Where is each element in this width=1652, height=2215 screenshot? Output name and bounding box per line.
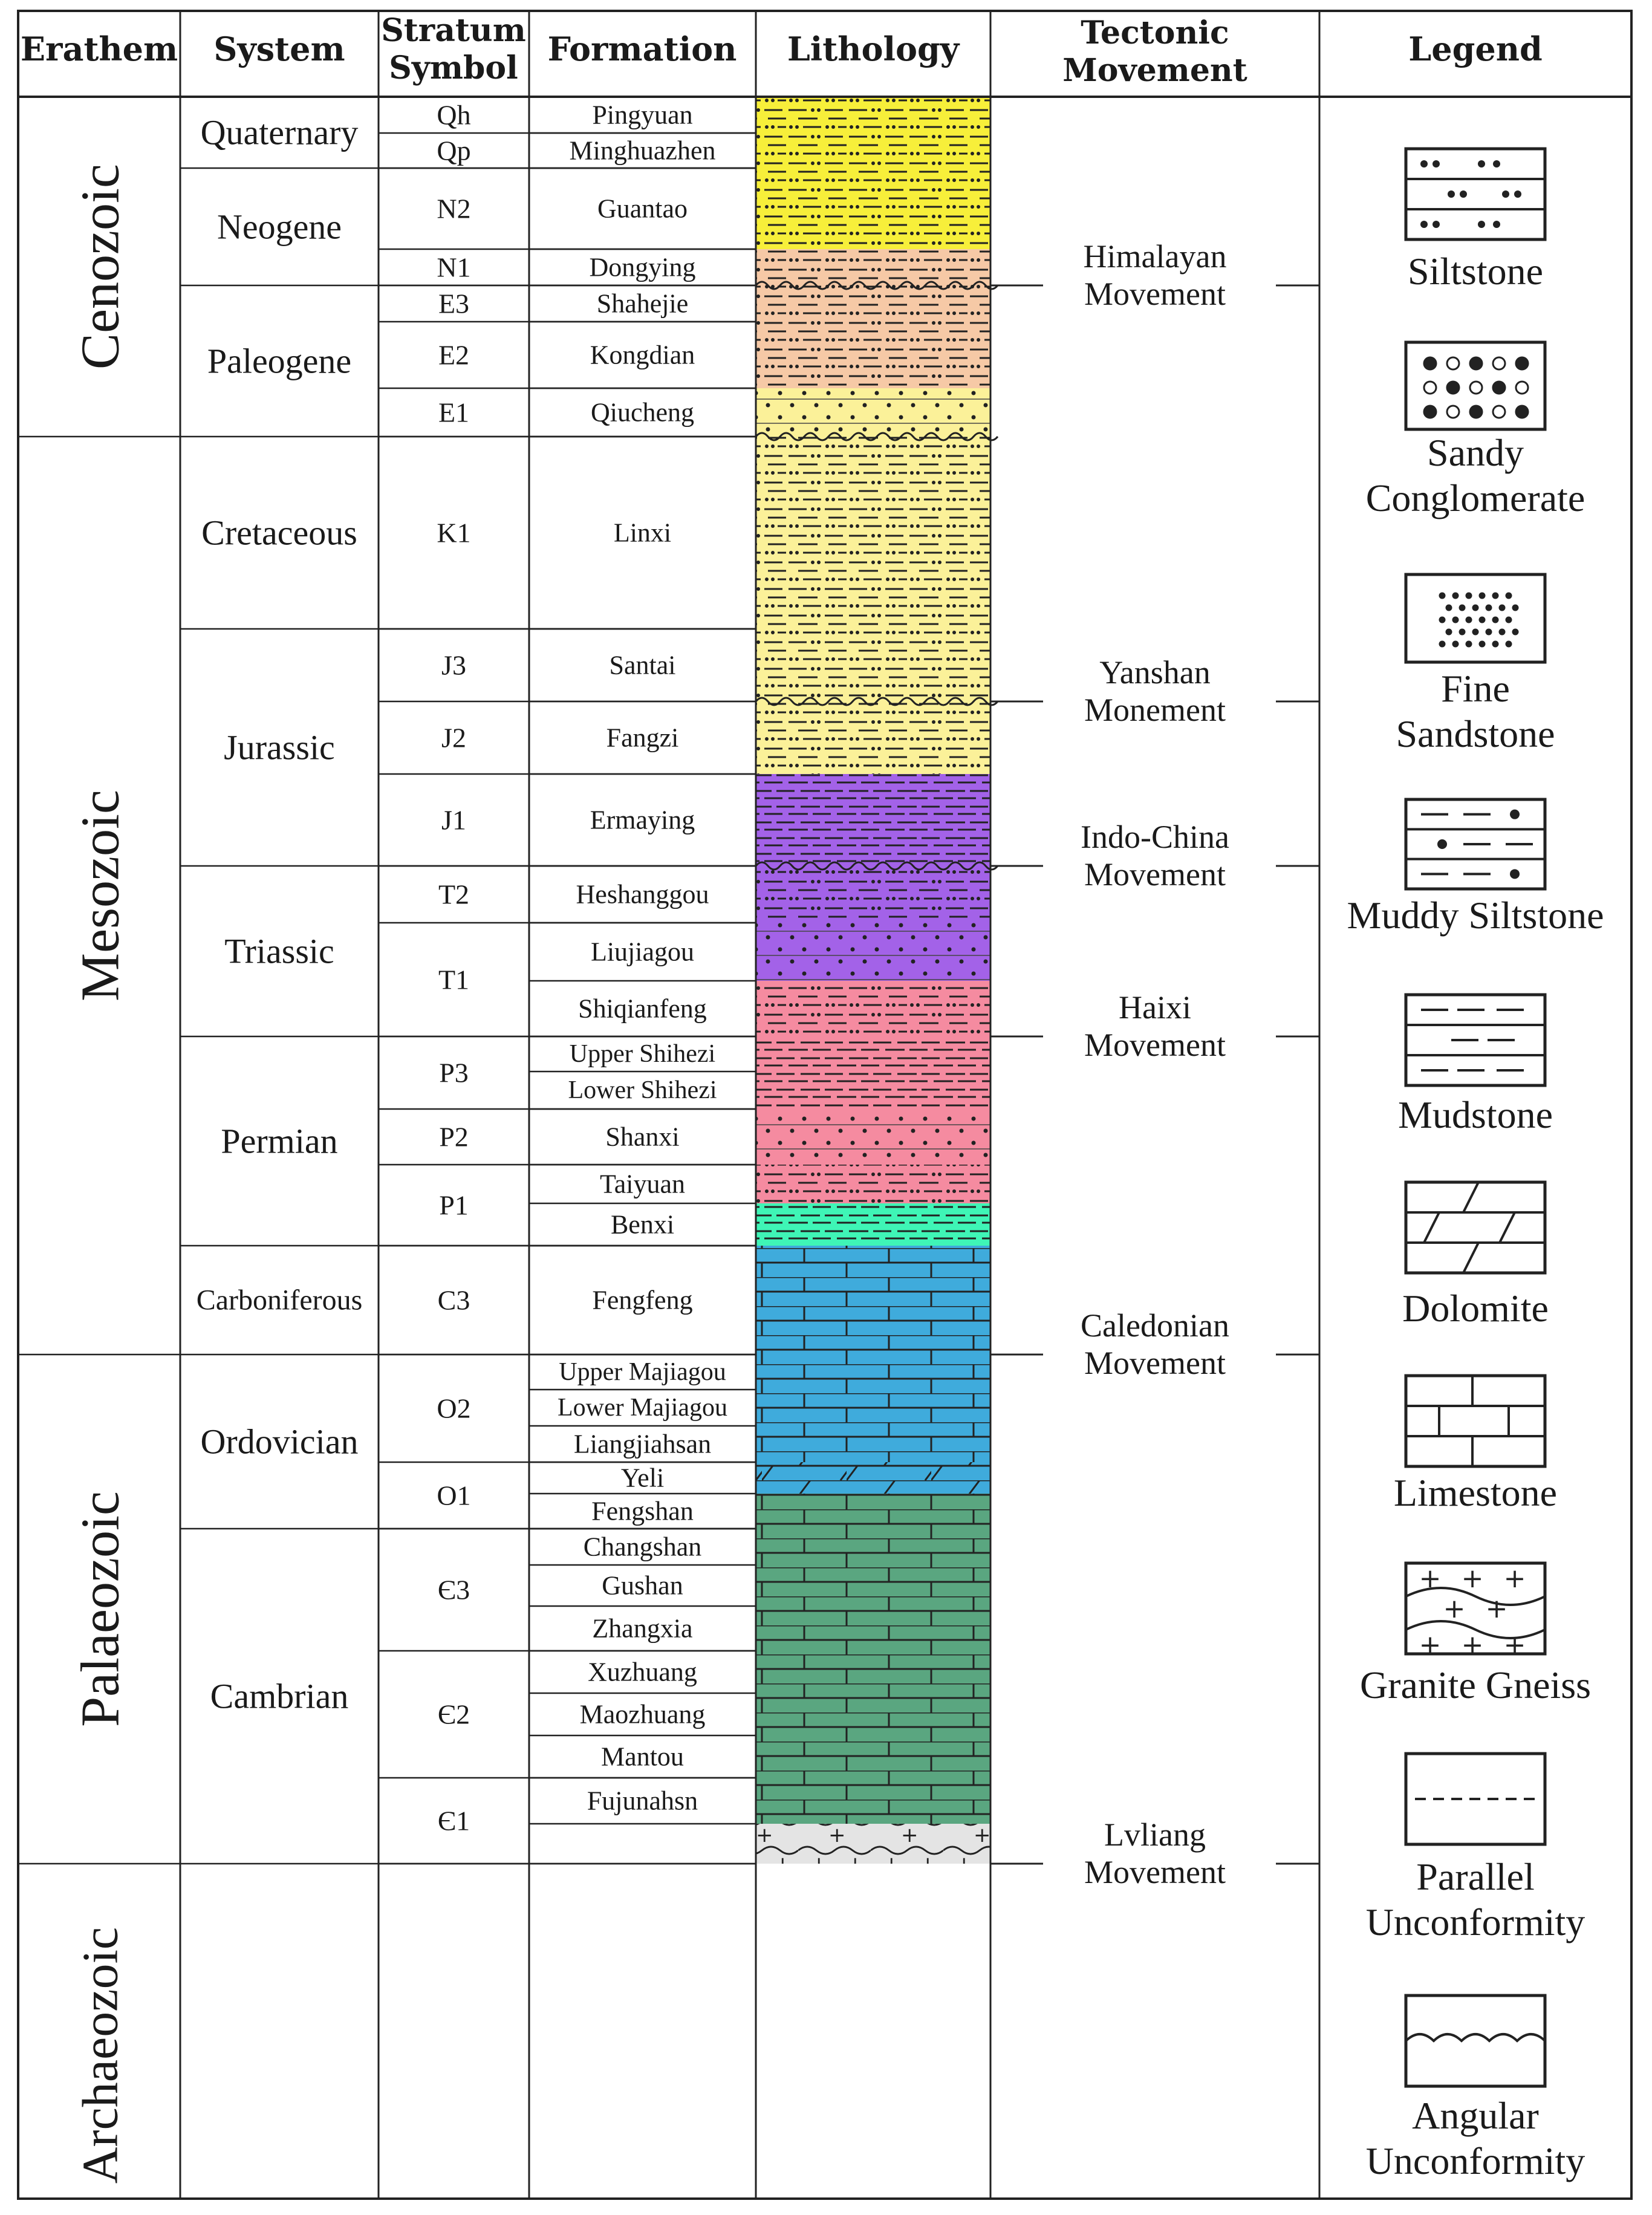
lithology-pattern: [756, 1606, 990, 1651]
header-system: System: [213, 30, 345, 68]
lithology-pattern: [756, 249, 990, 285]
lithology-pattern: [756, 388, 990, 437]
tectonic-movement-name: Movement: [1084, 276, 1226, 312]
lithology-pattern: [756, 1072, 990, 1109]
system-label: Jurassic: [224, 727, 335, 767]
formation-label: Dongying: [589, 252, 696, 282]
lithology-pattern: [756, 701, 990, 774]
lithology-pattern: [756, 923, 990, 981]
formation-label: Qiucheng: [590, 397, 695, 428]
formation-label: Changshan: [583, 1532, 702, 1562]
stratum-symbol: C3: [437, 1284, 470, 1316]
limestone-icon: [1406, 1376, 1545, 1466]
formation-label: Fengshan: [591, 1496, 694, 1526]
sandy-conglomerate-icon: [1406, 342, 1545, 429]
lithology-pattern: [756, 774, 990, 866]
formation-label: Shahejie: [596, 288, 689, 319]
lithology-pattern: [756, 1355, 990, 1390]
erathem-label: Cenozoic: [70, 164, 131, 369]
lithology-pattern: [756, 168, 990, 249]
formation-label: Fengfeng: [592, 1285, 693, 1315]
legend-label: Unconformity: [1365, 1901, 1585, 1943]
formation-label: Shiqianfeng: [578, 994, 707, 1024]
stratum-symbol: P3: [439, 1057, 469, 1088]
tectonic-movement-name: Movement: [1084, 1345, 1226, 1381]
stratum-symbol: Є3: [437, 1574, 470, 1605]
header-lithology: Lithology: [787, 30, 960, 68]
lithology-pattern: [756, 1426, 990, 1462]
formation-label: Liujiagou: [590, 937, 695, 967]
svg-text:+: +: [1503, 1563, 1526, 1594]
stratum-symbol: N1: [437, 252, 471, 283]
tectonic-movement-name: Yanshan: [1099, 654, 1211, 691]
stratum-symbol: J2: [441, 722, 466, 753]
stratum-symbol: Є2: [437, 1699, 470, 1730]
formation-label: Yeli: [620, 1463, 665, 1493]
svg-text:+: +: [1485, 1593, 1508, 1624]
lithology-pattern: [756, 97, 990, 133]
legend-label: Conglomerate: [1365, 477, 1585, 519]
tectonic-movement-name: Haixi: [1119, 989, 1191, 1026]
lithology-pattern: [756, 322, 990, 388]
tectonic-movement-name: Movement: [1084, 1027, 1226, 1063]
header-formation: Formation: [547, 30, 737, 68]
svg-text:+: +: [1419, 1563, 1442, 1594]
legend-label: Sandy: [1427, 431, 1524, 474]
legend-label: Granite Gneiss: [1359, 1664, 1592, 1706]
formation-label: Liangjiahsan: [573, 1429, 712, 1459]
erathem-label: Mesozoic: [70, 790, 131, 1001]
lithology-pattern: [756, 866, 990, 923]
stratum-symbol: J3: [441, 649, 466, 681]
siltstone-icon: [1406, 149, 1545, 239]
svg-text:+: +: [1461, 1630, 1484, 1660]
lithology-pattern: [756, 1390, 990, 1426]
formation-label: Gushan: [602, 1570, 683, 1601]
lithology-pattern: [756, 1165, 990, 1203]
system-label: Permian: [221, 1121, 338, 1161]
system-label: Cretaceous: [201, 513, 357, 553]
stratum-symbol: K1: [437, 517, 471, 548]
system-label: Ordovician: [200, 1422, 359, 1462]
angular-unconformity-icon: [1406, 1995, 1545, 2086]
system-label: Quaternary: [200, 112, 359, 152]
stratum-symbol: O1: [437, 1480, 471, 1511]
formation-label: Zhangxia: [592, 1613, 693, 1644]
stratum-symbol: P1: [439, 1189, 469, 1221]
legend-label: Siltstone: [1407, 250, 1544, 293]
formation-label: Ermaying: [590, 805, 695, 835]
formation-label: Xuzhuang: [588, 1657, 697, 1687]
lithology-pattern: [756, 981, 990, 1036]
stratum-symbol: O2: [437, 1393, 471, 1424]
stratum-symbol: Є1: [437, 1805, 470, 1836]
legend-label: Limestone: [1393, 1471, 1558, 1514]
lithology-pattern: [756, 1778, 990, 1824]
svg-text:+: +: [1503, 1630, 1526, 1660]
svg-text:+: +: [1461, 1563, 1484, 1594]
stratum-symbol: T1: [438, 964, 470, 995]
lithology-pattern: [756, 1824, 990, 1864]
formation-label: Lower Majiagou: [557, 1394, 728, 1422]
fine-sandstone-icon: [1406, 574, 1545, 662]
header-erathem: Erathem: [20, 30, 178, 68]
erathem-label: Archaeozoic: [72, 1927, 129, 2184]
formation-label: Shanxi: [605, 1122, 680, 1152]
erathem-label: Palaeozoic: [70, 1491, 131, 1727]
formation-label: Maozhuang: [579, 1699, 706, 1729]
legend-label: Unconformity: [1365, 2139, 1585, 2182]
formation-label: Linxi: [613, 518, 672, 548]
svg-text:+: +: [1419, 1630, 1442, 1660]
legend-label: Dolomite: [1402, 1287, 1549, 1330]
formation-label: Lower Shihezi: [568, 1076, 717, 1104]
legend-panel: [1347, 149, 1604, 2182]
formation-label: Fujunahsn: [587, 1786, 698, 1816]
lithology-column: [756, 97, 998, 1864]
legend-label: Angular: [1412, 2094, 1539, 2137]
lithology-pattern: [756, 1565, 990, 1606]
tectonic-movement-name: Movement: [1084, 1854, 1226, 1890]
lithology-pattern: [756, 1203, 990, 1246]
tectonic-movement-name: Monement: [1084, 692, 1226, 728]
stratum-symbol: J1: [441, 804, 466, 836]
lithology-pattern: [756, 437, 990, 629]
formation-label: Pingyuan: [592, 100, 693, 130]
legend-label: Mudstone: [1398, 1093, 1553, 1136]
stratum-symbol: P2: [439, 1121, 469, 1153]
dolomite-icon: [1406, 1182, 1545, 1273]
stratum-symbol: E1: [438, 397, 470, 428]
header-legend: Legend: [1408, 30, 1543, 68]
lithology-pattern: [756, 1494, 990, 1529]
tectonic-movement-name: Caledonian: [1081, 1307, 1229, 1344]
legend-label: Parallel: [1416, 1855, 1535, 1898]
mudstone-icon: [1406, 995, 1545, 1085]
formation-label: Minghuazhen: [569, 135, 716, 166]
header-symbol: Stratum: [381, 12, 526, 49]
formation-label: Taiyuan: [599, 1169, 686, 1199]
tectonic-movement-name: Indo-China: [1081, 819, 1229, 855]
lithology-pattern: [756, 1693, 990, 1735]
parallel-unconformity-icon: [1406, 1754, 1545, 1844]
lithology-pattern: [756, 629, 990, 701]
formation-label: Fangzi: [606, 723, 679, 753]
stratum-symbol: Qp: [437, 135, 471, 166]
system-label: Neogene: [216, 207, 342, 247]
lithology-pattern: [756, 1246, 990, 1355]
lithology-pattern: [756, 133, 990, 168]
stratum-symbol: N2: [437, 193, 471, 224]
lithology-pattern: [756, 1651, 990, 1693]
stratum-symbol: E3: [438, 288, 470, 319]
formation-label: Upper Shihezi: [569, 1040, 716, 1068]
system-label: Paleogene: [207, 341, 352, 381]
svg-text:+: +: [1443, 1593, 1466, 1624]
lithology-pattern: [756, 285, 990, 322]
header-symbol: Symbol: [389, 50, 518, 86]
muddy-siltstone-icon: [1406, 799, 1545, 889]
lithology-pattern: [756, 1036, 990, 1072]
lithology-pattern: [756, 1735, 990, 1778]
lithology-pattern: [756, 1109, 990, 1165]
legend-label: Sandstone: [1396, 712, 1555, 755]
system-label: Triassic: [224, 931, 334, 971]
header-tectonic: Tectonic: [1081, 15, 1229, 51]
formation-label: Heshanggou: [576, 879, 709, 909]
system-label: Carboniferous: [196, 1284, 363, 1316]
legend-label: Muddy Siltstone: [1347, 894, 1604, 937]
header-tectonic: Movement: [1062, 52, 1247, 89]
granite-gneiss-icon: [1406, 1563, 1545, 1660]
formation-label: Guantao: [597, 194, 688, 224]
formation-label: Mantou: [601, 1742, 684, 1772]
legend-label: Fine: [1441, 667, 1510, 710]
stratum-symbol: Qh: [437, 99, 471, 131]
tectonic-movement-name: Lvliang: [1104, 1817, 1206, 1853]
formation-label: Benxi: [610, 1209, 675, 1240]
tectonic-movement-name: Himalayan: [1083, 238, 1227, 275]
stratum-symbol: E2: [438, 339, 470, 371]
formation-label: Santai: [609, 650, 676, 680]
lithology-pattern: [756, 1462, 990, 1494]
formation-label: Kongdian: [590, 340, 695, 370]
lithology-pattern: [756, 1529, 990, 1565]
system-label: Cambrian: [210, 1676, 349, 1716]
tectonic-movement-name: Movement: [1084, 856, 1226, 893]
formation-label: Upper Majiagou: [559, 1358, 726, 1386]
stratum-symbol: T2: [438, 879, 470, 910]
